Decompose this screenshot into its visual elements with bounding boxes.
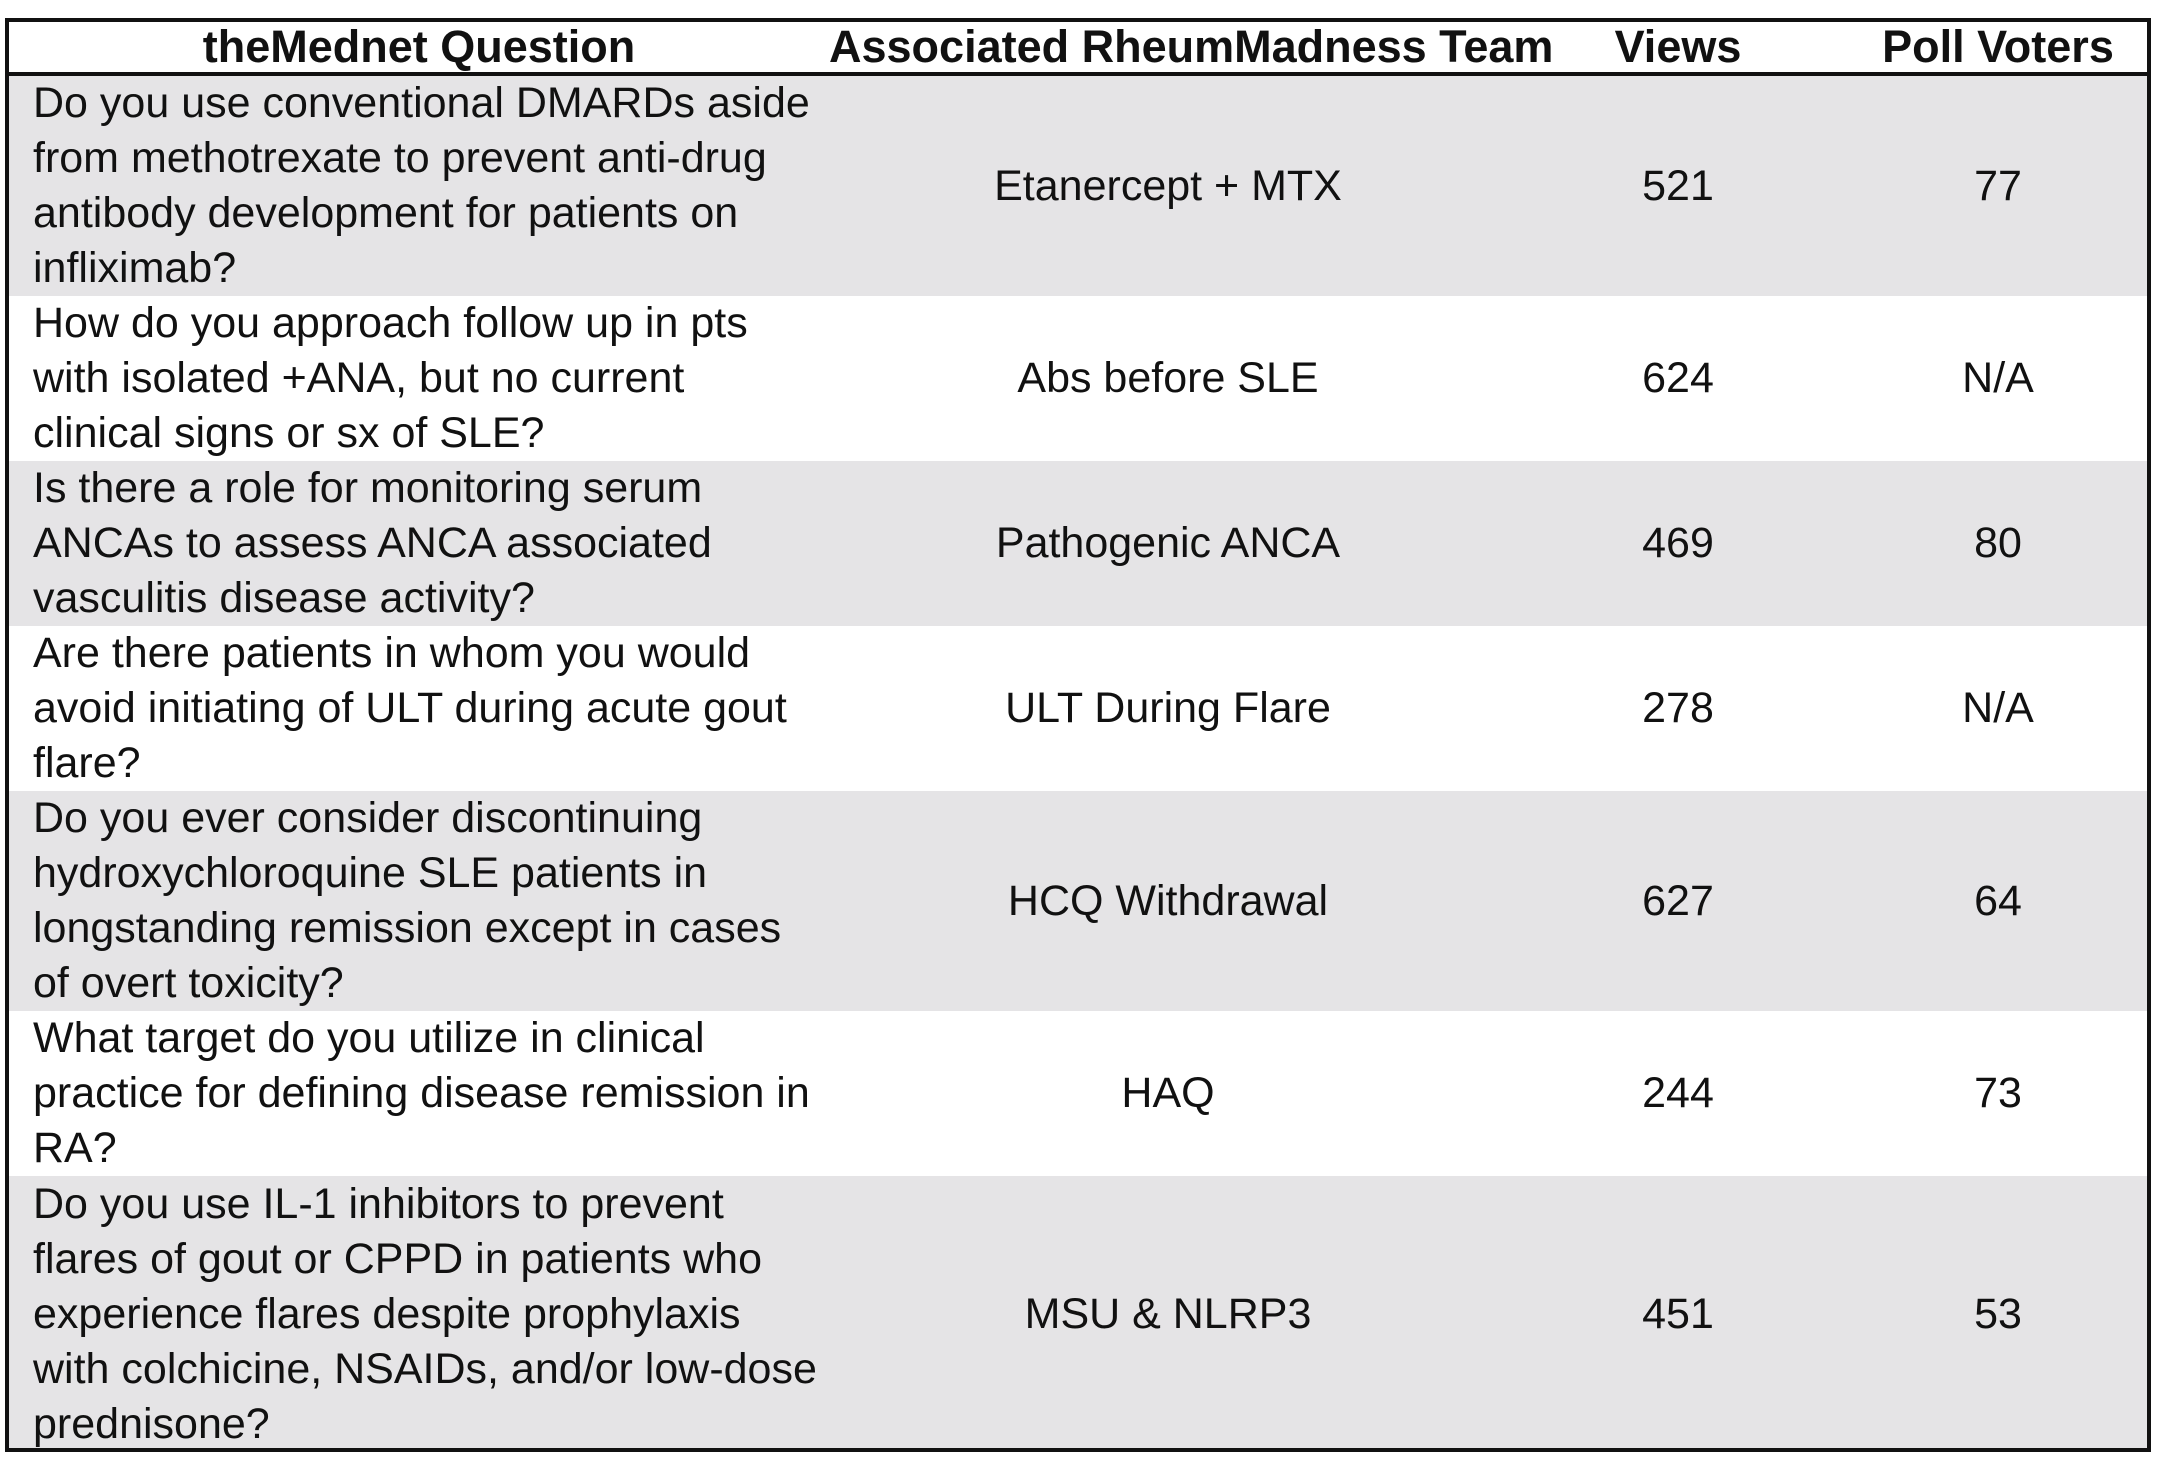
views-cell: 278 [1642, 684, 1714, 732]
team-cell: MSU & NLRP3 [1024, 1289, 1312, 1338]
poll-voters-cell: 53 [1974, 1289, 2022, 1338]
table-row [9, 1011, 2147, 1176]
question-cell: Are there patients in whom you would avoid initiating of ULT during acute gout flare? [33, 629, 787, 787]
views-cell: 469 [1642, 519, 1714, 567]
question-cell: Do you use IL-1 inhibitors to prevent flares of gout or CPPD in patients who experience flares despite prophylaxis with colchicine, NSAIDs, and/or low-dose prednisone? [33, 1179, 817, 1448]
table-row [9, 1176, 2147, 1452]
header-poll-voters: Poll Voters [1849, 22, 2147, 74]
question-cell: How do you approach follow up in pts with isolated +ANA, but no current clinical signs or sx of SLE? [33, 299, 748, 457]
table-row [9, 626, 2147, 791]
views-cell: 627 [1642, 876, 1714, 925]
header-question: theMednet Question [9, 22, 829, 74]
header-row [9, 22, 2147, 74]
team-cell: ULT During Flare [1005, 684, 1331, 732]
data-table-frame [5, 18, 2151, 1452]
views-cell: 244 [1642, 1069, 1714, 1117]
table-row [9, 74, 2147, 296]
poll-voters-cell: 64 [1974, 876, 2022, 925]
table-row [9, 791, 2147, 1011]
team-cell: HCQ Withdrawal [1007, 876, 1329, 925]
header-views: Views [1507, 22, 1849, 74]
mednet-questions-table [9, 22, 2147, 1452]
poll-voters-cell: 80 [1974, 519, 2022, 567]
table-body [9, 74, 2147, 1452]
views-cell: 624 [1642, 354, 1714, 402]
question-cell: Do you use conventional DMARDs aside from methotrexate to prevent anti-drug antibody development for patients on infliximab? [33, 79, 810, 292]
poll-voters-cell: N/A [1962, 684, 2034, 732]
team-cell: Abs before SLE [1017, 354, 1319, 402]
table-row [9, 296, 2147, 461]
views-cell: 521 [1642, 161, 1714, 210]
poll-voters-cell: 77 [1974, 161, 2022, 210]
team-cell: Etanercept + MTX [994, 161, 1342, 210]
team-cell: HAQ [1121, 1069, 1215, 1117]
poll-voters-cell: N/A [1962, 354, 2034, 402]
views-cell: 451 [1642, 1289, 1714, 1338]
poll-voters-cell: 73 [1974, 1069, 2022, 1117]
question-cell: What target do you utilize in clinical practice for defining disease remission in RA? [33, 1014, 810, 1172]
table-row [9, 461, 2147, 626]
question-cell: Is there a role for monitoring serum ANCAs to assess ANCA associated vasculitis disease activity? [33, 464, 712, 622]
table-header [9, 22, 2147, 74]
header-team: Associated RheumMadness Team [829, 21, 1554, 72]
question-cell: Do you ever consider discontinuing hydroxychloroquine SLE patients in longstanding remission except in cases of overt toxicity? [33, 794, 782, 1007]
team-cell: Pathogenic ANCA [995, 519, 1341, 567]
